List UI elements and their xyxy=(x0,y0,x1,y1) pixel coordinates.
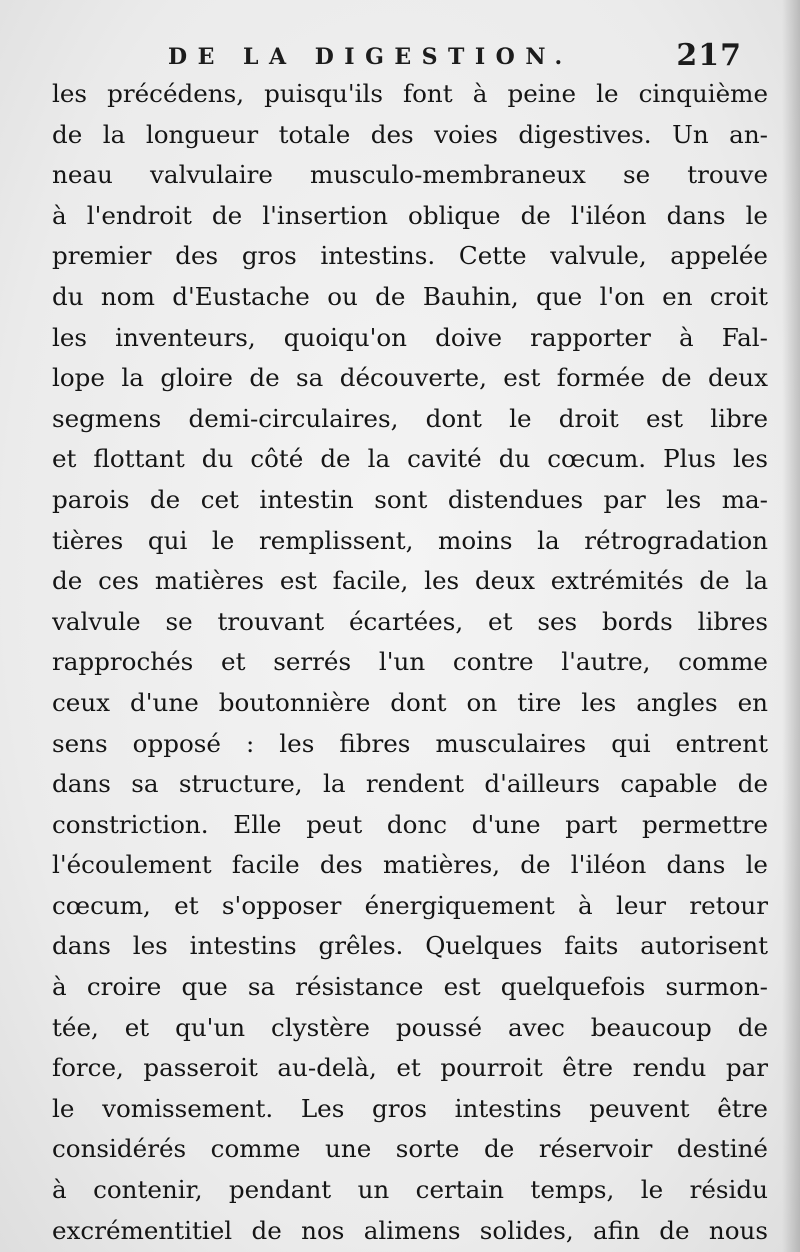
page-number: 217 xyxy=(676,38,742,73)
text-line: dans sa structure, la rendent d'ailleurs capable de xyxy=(52,769,768,799)
text-line: et flottant du côté de la cavité du cœcum. Plus les xyxy=(52,444,768,474)
running-head: DE LA DIGESTION. xyxy=(168,44,573,70)
text-line: à l'endroit de l'insertion oblique de l'iléon dans le xyxy=(52,200,768,230)
text-line: neau valvulaire musculo-membraneux se trouve xyxy=(52,160,768,190)
text-line: tée, et qu'un clystère poussé avec beaucoup de xyxy=(52,1012,768,1042)
body-text xyxy=(52,74,768,1251)
text-line: excrémentitiel de nos alimens solides, afin de nous xyxy=(52,1215,768,1245)
text-line: dans les intestins grêles. Quelques faits autorisent xyxy=(52,931,768,961)
text-line: l'écoulement facile des matières, de l'iléon dans le xyxy=(52,850,768,880)
text-line: du nom d'Eustache ou de Bauhin, que l'on en croit xyxy=(52,281,768,311)
text-line: ceux d'une boutonnière dont on tire les angles en xyxy=(52,687,768,717)
text-line: segmens demi-circulaires, dont le droit est libre xyxy=(52,403,768,433)
text-line: constriction. Elle peut donc d'une part permettre xyxy=(52,809,768,839)
text-line: les précédens, puisqu'ils font à peine le cinquième xyxy=(52,79,768,108)
text-line: rapprochés et serrés l'un contre l'autre, comme xyxy=(52,647,768,677)
text-line: de la longueur totale des voies digestives. Un an- xyxy=(52,119,768,149)
text-line: lope la gloire de sa découverte, est formée de deux xyxy=(52,363,768,393)
text-line: sens opposé : les fibres musculaires qui entrent xyxy=(52,728,768,758)
text-line: premier des gros intestins. Cette valvule, appelée xyxy=(52,241,768,271)
text-line: le vomissement. Les gros intestins peuvent être xyxy=(52,1093,768,1123)
text-line: valvule se trouvant écartées, et ses bords libres xyxy=(52,606,768,636)
text-line: tières qui le remplissent, moins la rétrogradation xyxy=(52,525,768,555)
text-line: parois de cet intestin sont distendues par les ma- xyxy=(52,484,768,514)
text-line: considérés comme une sorte de réservoir destiné xyxy=(52,1134,768,1164)
text-line: cœcum, et s'opposer énergiquement à leur retour xyxy=(52,890,768,920)
text-line: de ces matières est facile, les deux extrémités de la xyxy=(52,566,768,596)
text-line: à croire que sa résistance est quelquefois surmon- xyxy=(52,972,768,1002)
text-line: les inventeurs, quoiqu'on doive rapporter à Fal- xyxy=(52,322,768,352)
text-line: force, passeroit au-delà, et pourroit être rendu par xyxy=(52,1053,768,1083)
text-line: à contenir, pendant un certain temps, le résidu xyxy=(52,1175,768,1205)
page-edge-shadow xyxy=(782,0,800,1252)
